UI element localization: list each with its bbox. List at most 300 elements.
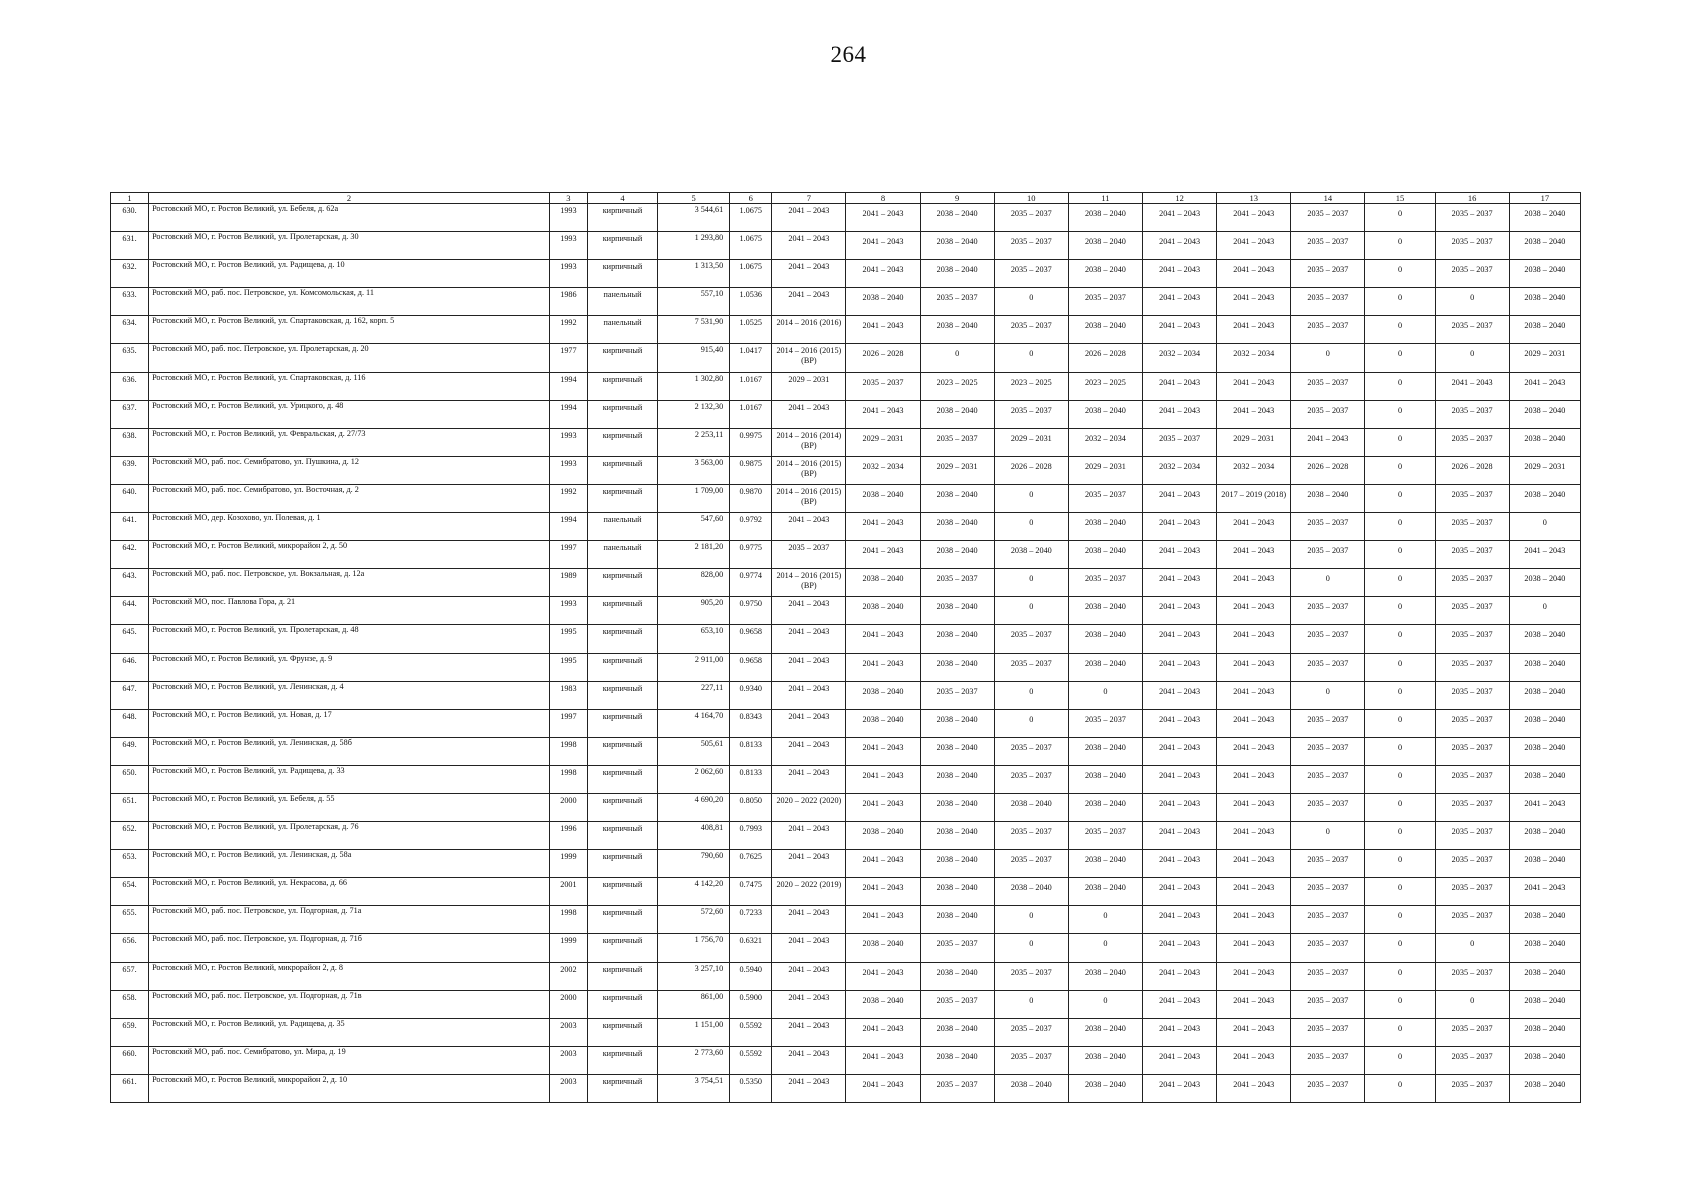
cell-period-7: 2020 – 2022 (2020) bbox=[772, 793, 846, 821]
cell-period-10: 0 bbox=[994, 906, 1068, 934]
cell-period-12: 2032 – 2034 bbox=[1143, 456, 1217, 484]
cell-period-12: 2041 – 2043 bbox=[1143, 372, 1217, 400]
cell-wall-material: кирпичный bbox=[587, 850, 657, 878]
cell-period-9: 2038 – 2040 bbox=[920, 204, 994, 232]
cell-year-built: 2003 bbox=[549, 1018, 587, 1046]
cell-period-15: 0 bbox=[1365, 344, 1435, 372]
cell-coefficient: 1.0167 bbox=[730, 372, 772, 400]
cell-row-number: 646. bbox=[111, 653, 149, 681]
cell-period-9: 2035 – 2037 bbox=[920, 934, 994, 962]
cell-address: Ростовский МО, г. Ростов Великий, ул. Новая, д. 17 bbox=[149, 709, 550, 737]
cell-period-16: 2035 – 2037 bbox=[1435, 1046, 1509, 1074]
cell-address: Ростовский МО, раб. пос. Петровское, ул. Комсомольская, д. 11 bbox=[149, 288, 550, 316]
cell-period-16: 2035 – 2037 bbox=[1435, 878, 1509, 906]
cell-period-17: 2041 – 2043 bbox=[1509, 878, 1580, 906]
cell-period-14: 2035 – 2037 bbox=[1291, 1074, 1365, 1102]
cell-period-13: 2041 – 2043 bbox=[1217, 737, 1291, 765]
cell-wall-material: кирпичный bbox=[587, 400, 657, 428]
cell-year-built: 1994 bbox=[549, 400, 587, 428]
cell-period-12: 2041 – 2043 bbox=[1143, 625, 1217, 653]
cell-period-7: 2014 – 2016 (2014) (ВР) bbox=[772, 428, 846, 456]
cell-period-16: 2035 – 2037 bbox=[1435, 232, 1509, 260]
cell-period-13: 2041 – 2043 bbox=[1217, 260, 1291, 288]
table-row bbox=[111, 260, 1581, 288]
cell-coefficient: 0.9775 bbox=[730, 541, 772, 569]
cell-wall-material: кирпичный bbox=[587, 569, 657, 597]
cell-period-13: 2041 – 2043 bbox=[1217, 569, 1291, 597]
cell-address: Ростовский МО, г. Ростов Великий, ул. Ленинская, д. 4 bbox=[149, 681, 550, 709]
cell-period-13: 2041 – 2043 bbox=[1217, 962, 1291, 990]
cell-period-8: 2038 – 2040 bbox=[846, 484, 920, 512]
cell-address: Ростовский МО, г. Ростов Великий, ул. Бебеля, д. 55 bbox=[149, 793, 550, 821]
cell-period-16: 2035 – 2037 bbox=[1435, 260, 1509, 288]
cell-period-16: 2035 – 2037 bbox=[1435, 513, 1509, 541]
cell-wall-material: кирпичный bbox=[587, 793, 657, 821]
cell-period-11: 2035 – 2037 bbox=[1068, 484, 1142, 512]
cell-period-11: 2038 – 2040 bbox=[1068, 1018, 1142, 1046]
table-row bbox=[111, 344, 1581, 372]
cell-period-8: 2035 – 2037 bbox=[846, 372, 920, 400]
cell-period-7: 2041 – 2043 bbox=[772, 288, 846, 316]
cell-address: Ростовский МО, г. Ростов Великий, ул. Пролетарская, д. 76 bbox=[149, 822, 550, 850]
cell-coefficient: 0.9870 bbox=[730, 484, 772, 512]
cell-area: 861,00 bbox=[658, 990, 730, 1018]
cell-period-9: 2038 – 2040 bbox=[920, 906, 994, 934]
cell-period-13: 2041 – 2043 bbox=[1217, 990, 1291, 1018]
cell-period-8: 2041 – 2043 bbox=[846, 765, 920, 793]
cell-period-13: 2041 – 2043 bbox=[1217, 681, 1291, 709]
cell-wall-material: кирпичный bbox=[587, 765, 657, 793]
cell-period-10: 0 bbox=[994, 569, 1068, 597]
cell-period-12: 2041 – 2043 bbox=[1143, 709, 1217, 737]
cell-coefficient: 0.5592 bbox=[730, 1046, 772, 1074]
cell-year-built: 1993 bbox=[549, 428, 587, 456]
cell-period-13: 2032 – 2034 bbox=[1217, 456, 1291, 484]
column-header-13: 13 bbox=[1217, 193, 1291, 204]
cell-period-7: 2041 – 2043 bbox=[772, 906, 846, 934]
cell-period-7: 2014 – 2016 (2015) (ВР) bbox=[772, 569, 846, 597]
cell-year-built: 1998 bbox=[549, 737, 587, 765]
cell-coefficient: 0.6321 bbox=[730, 934, 772, 962]
cell-coefficient: 0.8133 bbox=[730, 765, 772, 793]
cell-area: 2 132,30 bbox=[658, 400, 730, 428]
cell-period-14: 2035 – 2037 bbox=[1291, 372, 1365, 400]
cell-period-7: 2041 – 2043 bbox=[772, 653, 846, 681]
cell-period-17: 2038 – 2040 bbox=[1509, 709, 1580, 737]
cell-period-17: 0 bbox=[1509, 513, 1580, 541]
table-row bbox=[111, 288, 1581, 316]
cell-period-9: 0 bbox=[920, 344, 994, 372]
cell-period-10: 0 bbox=[994, 990, 1068, 1018]
cell-area: 2 253,11 bbox=[658, 428, 730, 456]
cell-period-10: 0 bbox=[994, 484, 1068, 512]
column-header-11: 11 bbox=[1068, 193, 1142, 204]
cell-period-8: 2041 – 2043 bbox=[846, 962, 920, 990]
cell-period-14: 0 bbox=[1291, 569, 1365, 597]
cell-period-15: 0 bbox=[1365, 316, 1435, 344]
cell-period-11: 2038 – 2040 bbox=[1068, 765, 1142, 793]
cell-area: 7 531,90 bbox=[658, 316, 730, 344]
cell-year-built: 1995 bbox=[549, 625, 587, 653]
cell-wall-material: кирпичный bbox=[587, 653, 657, 681]
table-body bbox=[111, 204, 1581, 1103]
cell-wall-material: кирпичный bbox=[587, 260, 657, 288]
cell-period-15: 0 bbox=[1365, 1018, 1435, 1046]
cell-period-15: 0 bbox=[1365, 204, 1435, 232]
cell-period-13: 2041 – 2043 bbox=[1217, 1046, 1291, 1074]
cell-period-17: 0 bbox=[1509, 597, 1580, 625]
cell-period-14: 2041 – 2043 bbox=[1291, 428, 1365, 456]
cell-wall-material: кирпичный bbox=[587, 878, 657, 906]
cell-period-9: 2038 – 2040 bbox=[920, 1018, 994, 1046]
cell-period-17: 2038 – 2040 bbox=[1509, 990, 1580, 1018]
cell-period-15: 0 bbox=[1365, 456, 1435, 484]
cell-period-14: 2035 – 2037 bbox=[1291, 513, 1365, 541]
cell-row-number: 632. bbox=[111, 260, 149, 288]
cell-period-11: 2035 – 2037 bbox=[1068, 569, 1142, 597]
cell-period-15: 0 bbox=[1365, 850, 1435, 878]
cell-period-8: 2041 – 2043 bbox=[846, 1046, 920, 1074]
cell-period-17: 2038 – 2040 bbox=[1509, 569, 1580, 597]
cell-year-built: 1998 bbox=[549, 906, 587, 934]
cell-area: 4 164,70 bbox=[658, 709, 730, 737]
cell-wall-material: кирпичный bbox=[587, 737, 657, 765]
cell-coefficient: 1.0675 bbox=[730, 232, 772, 260]
cell-area: 4 690,20 bbox=[658, 793, 730, 821]
cell-area: 1 302,80 bbox=[658, 372, 730, 400]
cell-row-number: 641. bbox=[111, 513, 149, 541]
cell-row-number: 631. bbox=[111, 232, 149, 260]
cell-period-12: 2041 – 2043 bbox=[1143, 1046, 1217, 1074]
cell-period-16: 2035 – 2037 bbox=[1435, 906, 1509, 934]
cell-period-16: 2035 – 2037 bbox=[1435, 850, 1509, 878]
cell-period-11: 2038 – 2040 bbox=[1068, 653, 1142, 681]
table-row bbox=[111, 653, 1581, 681]
cell-period-17: 2029 – 2031 bbox=[1509, 456, 1580, 484]
cell-year-built: 1993 bbox=[549, 232, 587, 260]
cell-period-17: 2038 – 2040 bbox=[1509, 204, 1580, 232]
cell-wall-material: кирпичный bbox=[587, 822, 657, 850]
cell-period-16: 2035 – 2037 bbox=[1435, 1018, 1509, 1046]
table-row bbox=[111, 204, 1581, 232]
cell-period-15: 0 bbox=[1365, 765, 1435, 793]
cell-period-8: 2041 – 2043 bbox=[846, 1018, 920, 1046]
cell-address: Ростовский МО, г. Ростов Великий, ул. Пролетарская, д. 48 bbox=[149, 625, 550, 653]
cell-period-12: 2041 – 2043 bbox=[1143, 541, 1217, 569]
cell-period-11: 2032 – 2034 bbox=[1068, 428, 1142, 456]
cell-wall-material: панельный bbox=[587, 513, 657, 541]
table-row bbox=[111, 625, 1581, 653]
cell-period-10: 0 bbox=[994, 597, 1068, 625]
cell-period-14: 2035 – 2037 bbox=[1291, 597, 1365, 625]
cell-period-10: 2035 – 2037 bbox=[994, 850, 1068, 878]
cell-period-10: 2038 – 2040 bbox=[994, 541, 1068, 569]
cell-row-number: 643. bbox=[111, 569, 149, 597]
cell-period-9: 2038 – 2040 bbox=[920, 793, 994, 821]
cell-area: 2 181,20 bbox=[658, 541, 730, 569]
cell-period-17: 2038 – 2040 bbox=[1509, 765, 1580, 793]
cell-period-9: 2038 – 2040 bbox=[920, 1046, 994, 1074]
cell-period-9: 2038 – 2040 bbox=[920, 597, 994, 625]
cell-address: Ростовский МО, г. Ростов Великий, ул. Ленинская, д. 58б bbox=[149, 737, 550, 765]
cell-period-12: 2041 – 2043 bbox=[1143, 878, 1217, 906]
cell-area: 1 151,00 bbox=[658, 1018, 730, 1046]
cell-period-7: 2041 – 2043 bbox=[772, 1074, 846, 1102]
cell-period-10: 2035 – 2037 bbox=[994, 822, 1068, 850]
column-header-6: 6 bbox=[730, 193, 772, 204]
table-row bbox=[111, 793, 1581, 821]
cell-period-8: 2038 – 2040 bbox=[846, 569, 920, 597]
cell-coefficient: 1.0525 bbox=[730, 316, 772, 344]
cell-period-8: 2041 – 2043 bbox=[846, 316, 920, 344]
cell-period-16: 2041 – 2043 bbox=[1435, 372, 1509, 400]
page-number: 264 bbox=[830, 42, 867, 67]
cell-period-13: 2041 – 2043 bbox=[1217, 1074, 1291, 1102]
cell-period-7: 2014 – 2016 (2015) (ВР) bbox=[772, 456, 846, 484]
cell-row-number: 656. bbox=[111, 934, 149, 962]
cell-period-11: 0 bbox=[1068, 906, 1142, 934]
table-row bbox=[111, 1018, 1581, 1046]
cell-period-7: 2020 – 2022 (2019) bbox=[772, 878, 846, 906]
cell-area: 4 142,20 bbox=[658, 878, 730, 906]
cell-period-9: 2038 – 2040 bbox=[920, 653, 994, 681]
cell-period-11: 2038 – 2040 bbox=[1068, 1074, 1142, 1102]
cell-period-8: 2032 – 2034 bbox=[846, 456, 920, 484]
cell-coefficient: 1.0675 bbox=[730, 260, 772, 288]
cell-period-7: 2041 – 2043 bbox=[772, 1018, 846, 1046]
cell-wall-material: кирпичный bbox=[587, 204, 657, 232]
cell-period-7: 2041 – 2043 bbox=[772, 962, 846, 990]
cell-period-16: 2035 – 2037 bbox=[1435, 653, 1509, 681]
cell-period-8: 2041 – 2043 bbox=[846, 204, 920, 232]
cell-year-built: 1993 bbox=[549, 204, 587, 232]
cell-period-8: 2026 – 2028 bbox=[846, 344, 920, 372]
cell-period-11: 2038 – 2040 bbox=[1068, 850, 1142, 878]
cell-period-17: 2038 – 2040 bbox=[1509, 428, 1580, 456]
cell-period-10: 2035 – 2037 bbox=[994, 765, 1068, 793]
cell-period-16: 2035 – 2037 bbox=[1435, 204, 1509, 232]
column-header-8: 8 bbox=[846, 193, 920, 204]
cell-period-7: 2041 – 2043 bbox=[772, 232, 846, 260]
cell-period-10: 2035 – 2037 bbox=[994, 204, 1068, 232]
cell-period-16: 2035 – 2037 bbox=[1435, 428, 1509, 456]
cell-coefficient: 0.7475 bbox=[730, 878, 772, 906]
cell-area: 227,11 bbox=[658, 681, 730, 709]
cell-period-9: 2035 – 2037 bbox=[920, 428, 994, 456]
cell-period-14: 2035 – 2037 bbox=[1291, 260, 1365, 288]
cell-period-14: 2038 – 2040 bbox=[1291, 484, 1365, 512]
cell-coefficient: 0.7993 bbox=[730, 822, 772, 850]
cell-period-14: 0 bbox=[1291, 344, 1365, 372]
cell-row-number: 642. bbox=[111, 541, 149, 569]
table-row bbox=[111, 990, 1581, 1018]
cell-wall-material: кирпичный bbox=[587, 484, 657, 512]
table-row bbox=[111, 400, 1581, 428]
cell-period-15: 0 bbox=[1365, 934, 1435, 962]
cell-period-14: 0 bbox=[1291, 681, 1365, 709]
cell-period-14: 2035 – 2037 bbox=[1291, 850, 1365, 878]
column-header-5: 5 bbox=[658, 193, 730, 204]
cell-area: 3 563,00 bbox=[658, 456, 730, 484]
cell-period-7: 2041 – 2043 bbox=[772, 822, 846, 850]
cell-row-number: 657. bbox=[111, 962, 149, 990]
cell-period-16: 2026 – 2028 bbox=[1435, 456, 1509, 484]
cell-wall-material: панельный bbox=[587, 288, 657, 316]
cell-period-13: 2041 – 2043 bbox=[1217, 288, 1291, 316]
cell-coefficient: 0.5940 bbox=[730, 962, 772, 990]
cell-period-13: 2029 – 2031 bbox=[1217, 428, 1291, 456]
cell-wall-material: кирпичный bbox=[587, 906, 657, 934]
cell-period-13: 2041 – 2043 bbox=[1217, 232, 1291, 260]
cell-coefficient: 0.9792 bbox=[730, 513, 772, 541]
cell-year-built: 1986 bbox=[549, 288, 587, 316]
cell-address: Ростовский МО, г. Ростов Великий, микрорайон 2, д. 8 bbox=[149, 962, 550, 990]
table-row bbox=[111, 232, 1581, 260]
cell-wall-material: кирпичный bbox=[587, 232, 657, 260]
cell-period-8: 2041 – 2043 bbox=[846, 400, 920, 428]
cell-address: Ростовский МО, г. Ростов Великий, ул. Бебеля, д. 62а bbox=[149, 204, 550, 232]
cell-address: Ростовский МО, г. Ростов Великий, ул. Некрасова, д. 66 bbox=[149, 878, 550, 906]
cell-coefficient: 0.5350 bbox=[730, 1074, 772, 1102]
cell-year-built: 2000 bbox=[549, 990, 587, 1018]
cell-period-16: 2035 – 2037 bbox=[1435, 681, 1509, 709]
cell-row-number: 638. bbox=[111, 428, 149, 456]
table-row bbox=[111, 709, 1581, 737]
cell-period-10: 2035 – 2037 bbox=[994, 653, 1068, 681]
cell-period-11: 0 bbox=[1068, 681, 1142, 709]
cell-address: Ростовский МО, раб. пос. Семибратово, ул. Пушкина, д. 12 bbox=[149, 456, 550, 484]
table-row bbox=[111, 681, 1581, 709]
cell-period-11: 0 bbox=[1068, 990, 1142, 1018]
register-table bbox=[110, 192, 1581, 1103]
table-row bbox=[111, 962, 1581, 990]
cell-period-12: 2035 – 2037 bbox=[1143, 428, 1217, 456]
cell-period-9: 2038 – 2040 bbox=[920, 400, 994, 428]
cell-period-7: 2041 – 2043 bbox=[772, 1046, 846, 1074]
cell-period-11: 2035 – 2037 bbox=[1068, 822, 1142, 850]
cell-period-15: 0 bbox=[1365, 990, 1435, 1018]
cell-period-13: 2041 – 2043 bbox=[1217, 653, 1291, 681]
cell-period-14: 2035 – 2037 bbox=[1291, 934, 1365, 962]
cell-period-9: 2038 – 2040 bbox=[920, 878, 994, 906]
cell-address: Ростовский МО, раб. пос. Петровское, ул. Пролетарская, д. 20 bbox=[149, 344, 550, 372]
cell-period-7: 2041 – 2043 bbox=[772, 597, 846, 625]
cell-row-number: 644. bbox=[111, 597, 149, 625]
cell-period-13: 2041 – 2043 bbox=[1217, 822, 1291, 850]
cell-year-built: 1993 bbox=[549, 456, 587, 484]
cell-period-13: 2041 – 2043 bbox=[1217, 541, 1291, 569]
cell-period-7: 2041 – 2043 bbox=[772, 625, 846, 653]
cell-coefficient: 0.9975 bbox=[730, 428, 772, 456]
cell-period-14: 2035 – 2037 bbox=[1291, 990, 1365, 1018]
cell-period-11: 2035 – 2037 bbox=[1068, 709, 1142, 737]
cell-period-14: 2035 – 2037 bbox=[1291, 653, 1365, 681]
cell-address: Ростовский МО, раб. пос. Семибратово, ул. Мира, д. 19 bbox=[149, 1046, 550, 1074]
cell-period-9: 2035 – 2037 bbox=[920, 288, 994, 316]
cell-year-built: 2000 bbox=[549, 793, 587, 821]
cell-period-11: 2038 – 2040 bbox=[1068, 625, 1142, 653]
cell-period-17: 2038 – 2040 bbox=[1509, 625, 1580, 653]
cell-period-7: 2041 – 2043 bbox=[772, 737, 846, 765]
cell-period-11: 2038 – 2040 bbox=[1068, 793, 1142, 821]
cell-coefficient: 0.9340 bbox=[730, 681, 772, 709]
cell-period-14: 2035 – 2037 bbox=[1291, 765, 1365, 793]
cell-area: 653,10 bbox=[658, 625, 730, 653]
cell-coefficient: 0.7625 bbox=[730, 850, 772, 878]
cell-row-number: 655. bbox=[111, 906, 149, 934]
cell-period-14: 2035 – 2037 bbox=[1291, 541, 1365, 569]
cell-area: 828,00 bbox=[658, 569, 730, 597]
cell-year-built: 1993 bbox=[549, 597, 587, 625]
cell-row-number: 630. bbox=[111, 204, 149, 232]
cell-wall-material: кирпичный bbox=[587, 962, 657, 990]
cell-area: 3 754,51 bbox=[658, 1074, 730, 1102]
cell-period-15: 0 bbox=[1365, 906, 1435, 934]
cell-year-built: 2003 bbox=[549, 1046, 587, 1074]
cell-row-number: 648. bbox=[111, 709, 149, 737]
cell-period-12: 2041 – 2043 bbox=[1143, 653, 1217, 681]
cell-period-12: 2041 – 2043 bbox=[1143, 484, 1217, 512]
cell-row-number: 633. bbox=[111, 288, 149, 316]
cell-coefficient: 0.9658 bbox=[730, 653, 772, 681]
cell-period-16: 2035 – 2037 bbox=[1435, 484, 1509, 512]
cell-period-12: 2041 – 2043 bbox=[1143, 232, 1217, 260]
cell-period-16: 2035 – 2037 bbox=[1435, 400, 1509, 428]
cell-period-8: 2038 – 2040 bbox=[846, 681, 920, 709]
cell-period-12: 2041 – 2043 bbox=[1143, 400, 1217, 428]
register-table-wrapper bbox=[110, 192, 1581, 1103]
cell-period-9: 2038 – 2040 bbox=[920, 232, 994, 260]
cell-period-7: 2041 – 2043 bbox=[772, 934, 846, 962]
cell-row-number: 651. bbox=[111, 793, 149, 821]
table-row bbox=[111, 1074, 1581, 1102]
cell-period-13: 2041 – 2043 bbox=[1217, 765, 1291, 793]
cell-wall-material: кирпичный bbox=[587, 1046, 657, 1074]
cell-area: 505,61 bbox=[658, 737, 730, 765]
column-header-3: 3 bbox=[549, 193, 587, 204]
cell-period-16: 2035 – 2037 bbox=[1435, 597, 1509, 625]
cell-period-14: 2035 – 2037 bbox=[1291, 962, 1365, 990]
cell-period-10: 2026 – 2028 bbox=[994, 456, 1068, 484]
cell-period-13: 2041 – 2043 bbox=[1217, 513, 1291, 541]
cell-row-number: 661. bbox=[111, 1074, 149, 1102]
cell-period-16: 2035 – 2037 bbox=[1435, 793, 1509, 821]
table-row bbox=[111, 878, 1581, 906]
cell-coefficient: 0.5900 bbox=[730, 990, 772, 1018]
cell-coefficient: 0.9875 bbox=[730, 456, 772, 484]
cell-period-10: 2035 – 2037 bbox=[994, 400, 1068, 428]
cell-period-14: 2035 – 2037 bbox=[1291, 316, 1365, 344]
cell-area: 1 756,70 bbox=[658, 934, 730, 962]
cell-period-12: 2041 – 2043 bbox=[1143, 1074, 1217, 1102]
cell-period-8: 2041 – 2043 bbox=[846, 793, 920, 821]
cell-area: 2 062,60 bbox=[658, 765, 730, 793]
table-row bbox=[111, 850, 1581, 878]
cell-period-12: 2041 – 2043 bbox=[1143, 204, 1217, 232]
cell-row-number: 650. bbox=[111, 765, 149, 793]
cell-year-built: 1996 bbox=[549, 822, 587, 850]
cell-period-7: 2041 – 2043 bbox=[772, 850, 846, 878]
cell-period-16: 2035 – 2037 bbox=[1435, 737, 1509, 765]
cell-wall-material: кирпичный bbox=[587, 681, 657, 709]
cell-period-15: 0 bbox=[1365, 513, 1435, 541]
cell-year-built: 1999 bbox=[549, 850, 587, 878]
cell-address: Ростовский МО, г. Ростов Великий, ул. Радищева, д. 10 bbox=[149, 260, 550, 288]
cell-period-7: 2035 – 2037 bbox=[772, 541, 846, 569]
cell-coefficient: 1.0167 bbox=[730, 400, 772, 428]
cell-row-number: 640. bbox=[111, 484, 149, 512]
table-row bbox=[111, 456, 1581, 484]
